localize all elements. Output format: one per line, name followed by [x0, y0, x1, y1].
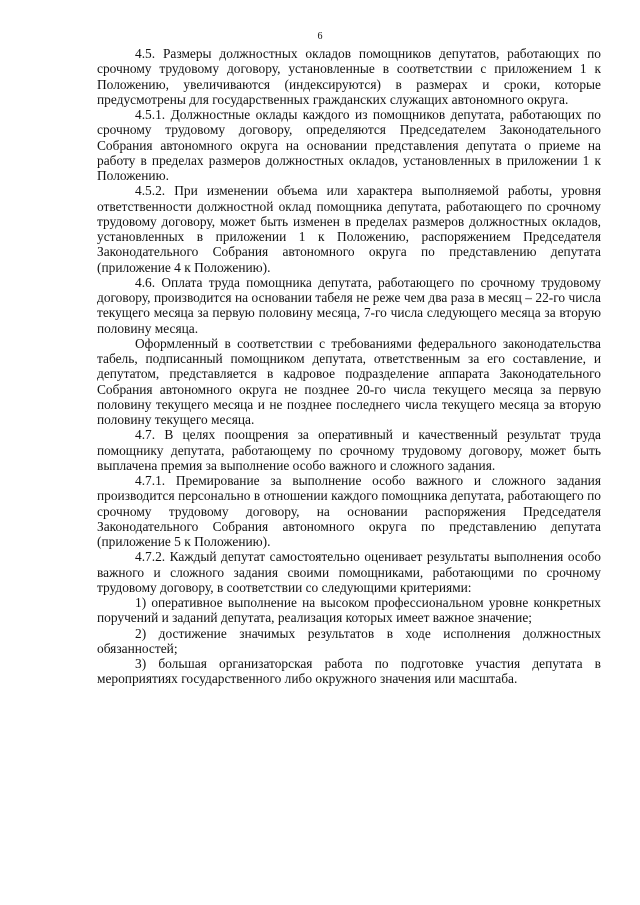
paragraph-4-6: 4.6. Оплата труда помощника депутата, работающего по срочному трудовому договору, производится на основании табеля не реже чем два раза в месяц – 22-го числа текущего месяца за первую половину месяца, 7-го числа следующего месяца за вторую половину месяца.	[97, 274, 601, 336]
paragraph-4-5-1: 4.5.1. Должностные оклады каждого из помощников депутата, работающих по срочному трудовому договору, определяются Председателем Законодательного Собрания автономного округа на основании представления депутата о приеме на работу в пределах размеров должностных окладов, установленных в приложении 1 к Положению.	[97, 107, 601, 183]
criterion-3: 3) большая организаторская работа по подготовке участия депутата в мероприятиях государственного либо окружного значения или масштаба.	[97, 656, 601, 687]
criterion-1: 1) оперативное выполнение на высоком профессиональном уровне конкретных поручений и заданий депутата, реализация которых имеет важное значение;	[97, 595, 601, 626]
paragraph-4-7-1: 4.7.1. Премирование за выполнение особо важного и сложного задания производится персонально в отношении каждого помощника депутата, работающего по срочному трудовому договору, на основании распоряжения Председателя Законодательного Собрания автономного округа по представлению депутата (приложение 5 к Положению).	[97, 473, 601, 549]
paragraph-4-7: 4.7. В целях поощрения за оперативный и качественный результат труда помощнику депутата, работающему по срочному трудовому договору, может быть выплачена премия за выполнение особо важного и сложного задания.	[97, 427, 601, 473]
paragraph-4-5-2: 4.5.2. При изменении объема или характера выполняемой работы, уровня ответственности должностной оклад помощника депутата, работающего по срочному трудовому договору, может быть изменен в пределах размеров должностных окладов, установленных в приложении 1 к Положению, распоряжением Председателя Законодательного Собрания автономного округа по представлению депутата (приложение 4 к Положению).	[97, 183, 601, 275]
paragraph-4-7-2: 4.7.2. Каждый депутат самостоятельно оценивает результаты выполнения особо важного и сложного задания своими помощниками, работающими по срочному трудовому договору, в соответствии со следующими критериями:	[97, 549, 601, 595]
criterion-2: 2) достижение значимых результатов в ходе исполнения должностных обязанностей;	[97, 625, 601, 656]
paragraph-4-5: 4.5. Размеры должностных окладов помощников депутатов, работающих по срочному трудовому договору, установленные в соответствии с приложением 1 к Положению, увеличиваются (индексируются) в размерах и сроки, которые предусмотрены для государственных гражданских служащих автономного округа.	[97, 46, 601, 107]
paragraph-timesheet: Оформленный в соответствии с требованиями федерального законодательства табель, подписанный помощником депутата, ответственным за его составление, и депутатом, представляется в кадровое подразделение аппарата Законодательного Собрания автономного округа не позднее 20-го числа текущего месяца за первую половину текущего месяца и не позднее последнего числа текущего месяца за вторую половину текущего месяца.	[97, 335, 601, 427]
document-body	[97, 46, 601, 687]
page-number: 6	[317, 31, 323, 42]
